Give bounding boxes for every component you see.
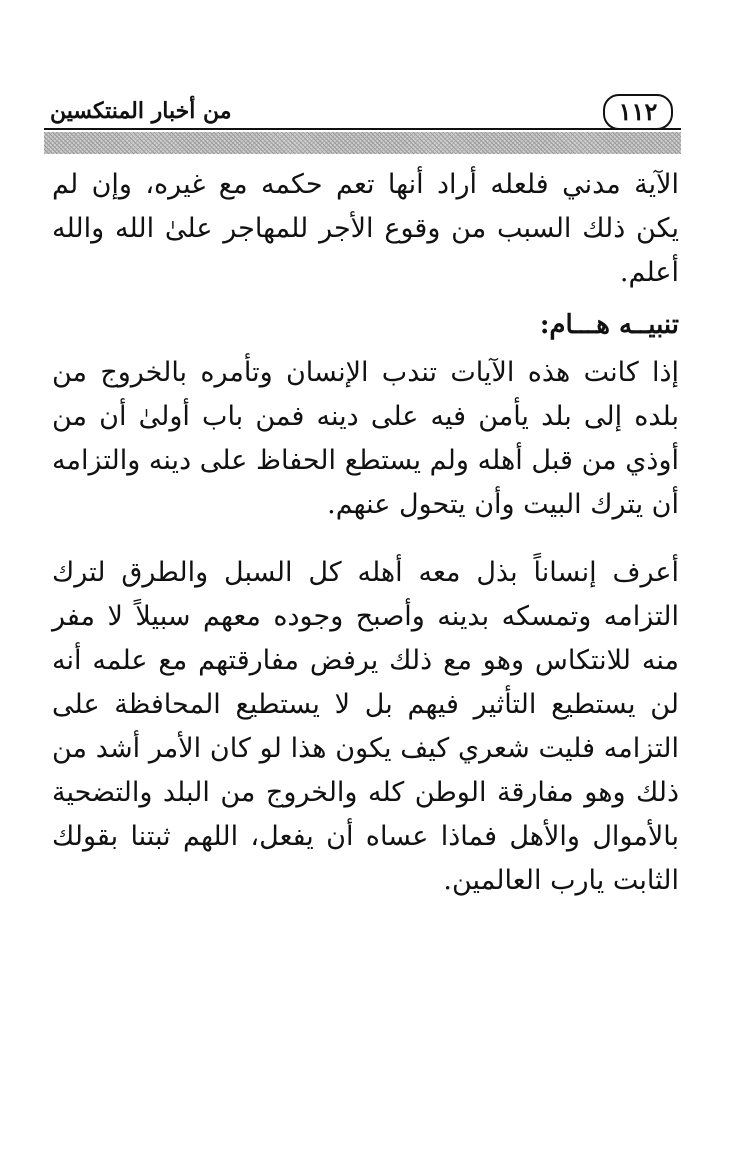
paragraph-3: أعرف إنساناً بذل معه أهله كل السبل والطرق لترك التزامه وتمسكه بدينه وأصبح وجوده معهم سبيلاً لا مفر منه للانتكاس وهو مع ذلك يرفض مفارقتهم مع علمه أنه لن يستطيع التأثير فيهم بل لا يستطيع المحافظة على التزامه فليت شعري كيف يكون هذا لو كان الأمر أشد من ذلك وهو مفارقة الوطن كله والخروج من البلد والتضحية بالأموال والأهل فماذا عساه أن يفعل، اللهم ثبتنا بقولك الثابت يارب العالمين. <box>52 557 679 896</box>
header-rule <box>44 128 681 130</box>
page-number: ١١٢ <box>603 94 673 130</box>
running-title: من أخبار المنتكسين <box>50 98 232 124</box>
paragraph-1: الآية مدني فلعله أراد أنها تعم حكمه مع غيره، وإن لم يكن ذلك السبب من وقوع الأجر للمهاجر علىٰ الله والله أعلم. <box>52 169 679 288</box>
page-header <box>44 92 681 132</box>
header-ornament-band <box>44 132 681 154</box>
paragraph-2: إذا كانت هذه الآيات تندب الإنسان وتأمره بالخروج من بلده إلى بلد يأمن فيه على دينه فمن باب أولىٰ أن من أوذي من قبل أهله ولم يستطع الحفاظ على دينه والتزامه أن يترك البيت وأن يتحول عنهم. <box>52 357 679 520</box>
page-body <box>52 163 679 903</box>
section-heading: تنبيــه هـــام: <box>539 310 679 340</box>
paragraph-spacer <box>52 527 679 551</box>
